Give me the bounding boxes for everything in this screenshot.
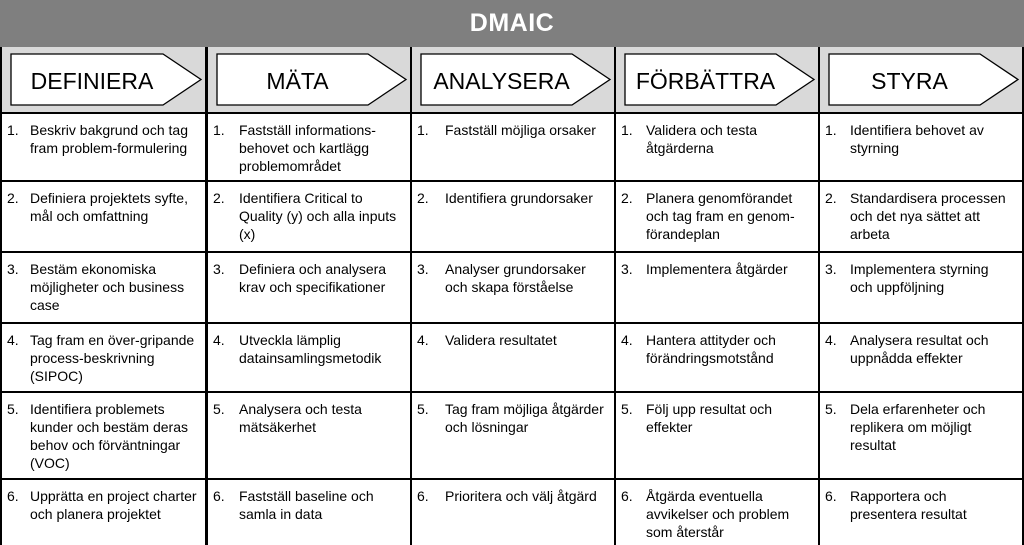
step-text: Fastställ baseline och samla in data <box>239 488 374 522</box>
step-cell <box>616 182 818 251</box>
step-text: Analyser grundorsaker och skapa förståelse <box>445 261 586 295</box>
step-cell <box>412 393 614 478</box>
step-number: 5. <box>7 401 19 417</box>
step-cell <box>412 114 614 180</box>
step-text: Validera och testa åtgärderna <box>646 122 758 156</box>
step-text: Identifiera behovet av styrning <box>850 122 984 156</box>
step-number: 1. <box>213 122 225 138</box>
phase-name: ANALYSERA <box>433 68 570 94</box>
step-text: Analysera resultat och uppnådda effekter <box>850 332 989 366</box>
step-number: 6. <box>825 488 837 504</box>
step-number: 2. <box>825 190 837 206</box>
step-number: 4. <box>621 332 633 348</box>
step-text: Beskriv bakgrund och tag fram problem-formulering <box>30 122 188 156</box>
step-cell <box>2 114 205 180</box>
step-text: Identifiera grundorsaker <box>445 190 593 206</box>
step-text: Validera resultatet <box>445 332 557 348</box>
step-cell <box>2 393 205 478</box>
step-cell <box>616 393 818 478</box>
step-text: Definiera projektets syfte, mål och omfattning <box>30 190 188 224</box>
step-number: 5. <box>621 401 633 417</box>
step-cell <box>820 393 1022 478</box>
step-cell <box>208 253 410 322</box>
step-number: 4. <box>213 332 225 348</box>
step-number: 3. <box>417 261 429 277</box>
step-number: 2. <box>417 190 429 206</box>
step-text: Identifiera problemets kunder och bestäm deras behov och förväntningar (VOC) <box>30 401 188 471</box>
step-number: 1. <box>825 122 837 138</box>
step-number: 2. <box>621 190 633 206</box>
step-cell <box>2 182 205 251</box>
step-number: 6. <box>417 488 429 504</box>
step-text: Definiera och analysera krav och specifikationer <box>239 261 387 295</box>
step-text: Identifiera Critical to Quality (y) och alla inputs (x) <box>239 190 397 242</box>
step-cell <box>616 324 818 391</box>
step-text: Rapportera och presentera resultat <box>850 488 967 522</box>
step-cell <box>208 182 410 251</box>
step-text: Implementera styrning och uppföljning <box>850 261 989 295</box>
step-number: 4. <box>7 332 19 348</box>
step-number: 4. <box>417 332 429 348</box>
step-cell <box>616 480 818 545</box>
step-text: Planera genomförandet och tag fram en genom-förandeplan <box>646 190 795 242</box>
step-cell <box>2 324 205 391</box>
phase-name: DEFINIERA <box>30 68 154 94</box>
step-cell <box>208 114 410 180</box>
phase-name: STYRA <box>871 68 948 94</box>
phase-column-1 <box>2 47 205 545</box>
step-cell <box>820 253 1022 322</box>
step-cell <box>412 182 614 251</box>
step-number: 1. <box>417 122 429 138</box>
step-number: 3. <box>825 261 837 277</box>
step-number: 1. <box>7 122 19 138</box>
step-number: 4. <box>825 332 837 348</box>
step-cell <box>412 324 614 391</box>
step-text: Hantera attityder och förändringsmotstånd <box>646 332 776 366</box>
phase-header <box>616 47 818 112</box>
step-cell <box>2 253 205 322</box>
step-text: Upprätta en project charter och planera projektet <box>30 488 197 522</box>
phase-header <box>412 47 614 112</box>
step-text: Tag fram möjliga åtgärder och lösningar <box>445 401 604 435</box>
step-number: 3. <box>7 261 19 277</box>
step-cell <box>820 324 1022 391</box>
phase-header <box>208 47 410 112</box>
diagram-title: DMAIC <box>469 9 555 37</box>
step-cell <box>616 114 818 180</box>
step-number: 3. <box>621 261 633 277</box>
step-text: Följ upp resultat och effekter <box>646 401 773 435</box>
step-text: Åtgärda eventuella avvikelser och problem som återstår <box>646 488 790 540</box>
step-text: Tag fram en över-gripande process-beskrivning (SIPOC) <box>30 332 195 384</box>
step-cell <box>208 324 410 391</box>
step-number: 5. <box>417 401 429 417</box>
step-text: Bestäm ekonomiska möjligheter och business case <box>30 261 185 313</box>
step-number: 6. <box>621 488 633 504</box>
step-number: 2. <box>7 190 19 206</box>
step-text: Standardisera processen och det nya sättet att arbeta <box>850 190 1006 242</box>
step-text: Dela erfarenheter och replikera om möjligt resultat <box>850 401 986 453</box>
title-bar <box>0 0 1024 47</box>
step-number: 1. <box>621 122 633 138</box>
step-cell <box>820 182 1022 251</box>
step-text: Utveckla lämplig datainsamlingsmetodik <box>239 332 382 366</box>
phase-name: MÄTA <box>266 68 329 94</box>
step-cell <box>208 393 410 478</box>
step-cell <box>412 480 614 545</box>
phase-column-3 <box>412 47 614 545</box>
phase-column-2 <box>208 47 410 545</box>
step-text: Prioritera och välj åtgärd <box>445 488 597 504</box>
step-text: Fastställ möjliga orsaker <box>445 122 596 138</box>
step-cell <box>2 480 205 545</box>
step-cell <box>820 480 1022 545</box>
step-number: 5. <box>825 401 837 417</box>
step-number: 5. <box>213 401 225 417</box>
step-text: Fastställ informations-behovet och kartlägg problemområdet <box>239 122 376 174</box>
phase-header <box>2 47 205 112</box>
step-number: 2. <box>213 190 225 206</box>
step-cell <box>208 480 410 545</box>
step-text: Analysera och testa mätsäkerhet <box>239 401 362 435</box>
phase-header <box>820 47 1022 112</box>
step-cell <box>616 253 818 322</box>
step-number: 6. <box>7 488 19 504</box>
phase-column-5 <box>820 47 1022 545</box>
phase-column-4 <box>616 47 818 545</box>
step-number: 3. <box>213 261 225 277</box>
step-text: Implementera åtgärder <box>646 261 788 277</box>
step-cell <box>820 114 1022 180</box>
phase-name: FÖRBÄTTRA <box>635 68 776 94</box>
step-cell <box>412 253 614 322</box>
step-number: 6. <box>213 488 225 504</box>
